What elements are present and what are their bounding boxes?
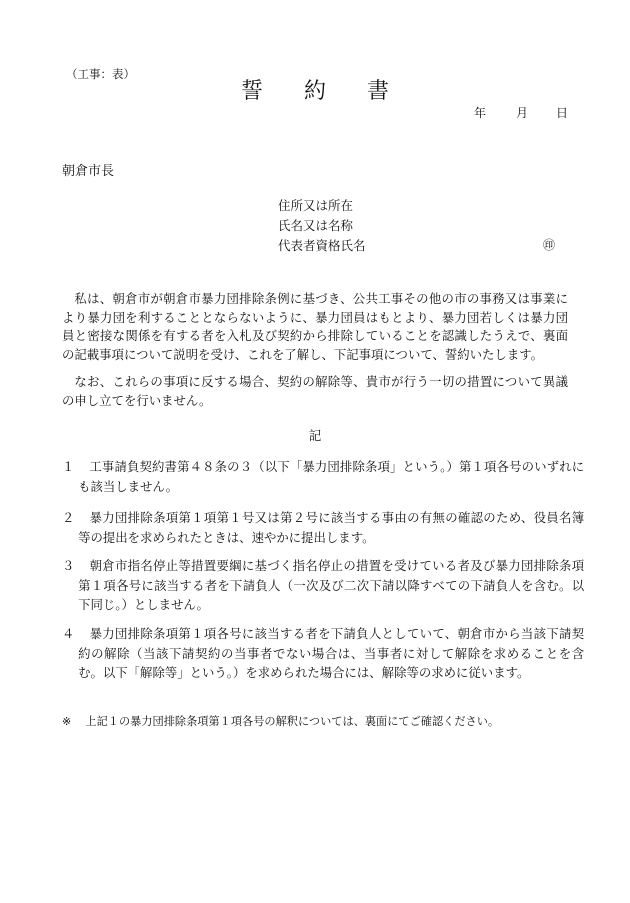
list-item	[62, 556, 584, 615]
date-month-label: 月	[516, 106, 529, 120]
date-year-label: 年	[474, 106, 487, 120]
pledge-paragraph: 私は、朝倉市が朝倉市暴力団排除条例に基づき、公共工事その他の市の事務又は事業により暴力団を利することとならないように、暴力団員はもとより、暴力団若しくは暴力団員と密接な関係を有する者を入札及び契約から排除していることを認識したうえで、裏面の記載事項について説明を受け、これを了解し、下記事項について、誓約いたします。	[62, 291, 568, 362]
item-number: ４	[62, 626, 75, 641]
addressee: 朝倉市長	[62, 164, 115, 179]
objection-paragraph: なお、これらの事項に反する場合、契約の解除等、貴市が行う一切の措置について異議の申し立てを行いません。	[62, 374, 568, 408]
seal-mark: ㊞	[543, 238, 556, 252]
item-number: １	[62, 459, 75, 474]
item-text: 工事請負契約書第４８条の３（以下「暴力団排除条項」という。）第１項各号のいずれにも該当しません。	[78, 459, 585, 494]
note-text: 上記１の暴力団排除条項第１項各号の解釈については、裏面にてご確認ください。	[85, 715, 500, 728]
list-item	[62, 624, 584, 683]
document-title: 誓 約 書	[241, 79, 406, 104]
item-number: ３	[62, 558, 75, 573]
list-item	[62, 508, 584, 547]
footnote	[62, 713, 499, 729]
item-text: 暴力団排除条項第１項第１号又は第２号に該当する事由の有無の確認のため、役員名簿等の提出を求められたときは、速やかに提出します。	[78, 510, 585, 545]
name-label: 氏名又は名称	[278, 218, 354, 233]
item-number: ２	[62, 510, 75, 525]
document-type-label: （工事：表）	[66, 67, 135, 81]
address-label: 住所又は所在	[278, 198, 354, 213]
item-text: 朝倉市指名停止等措置要綱に基づく指名停止の措置を受けている者及び暴力団排除条項第１項各号に該当する者を下請負人（一次及び二次下請以降すべての下請負人を含む。以下同じ。）としません。	[78, 558, 585, 612]
date-day-label: 日	[556, 106, 569, 120]
representative-label: 代表者資格氏名	[278, 238, 366, 253]
list-item	[62, 457, 584, 496]
note-mark: ※	[62, 715, 72, 728]
ki-heading: 記	[308, 428, 322, 443]
item-text: 暴力団排除条項第１項各号に該当する者を下請負人としていて、朝倉市から当該下請契約の解除（当該下請契約の当事者でない場合は、当事者に対して解除を求めることを含む。以下「解除等」という。）を求められた場合には、解除等の求めに従います。	[78, 626, 585, 680]
